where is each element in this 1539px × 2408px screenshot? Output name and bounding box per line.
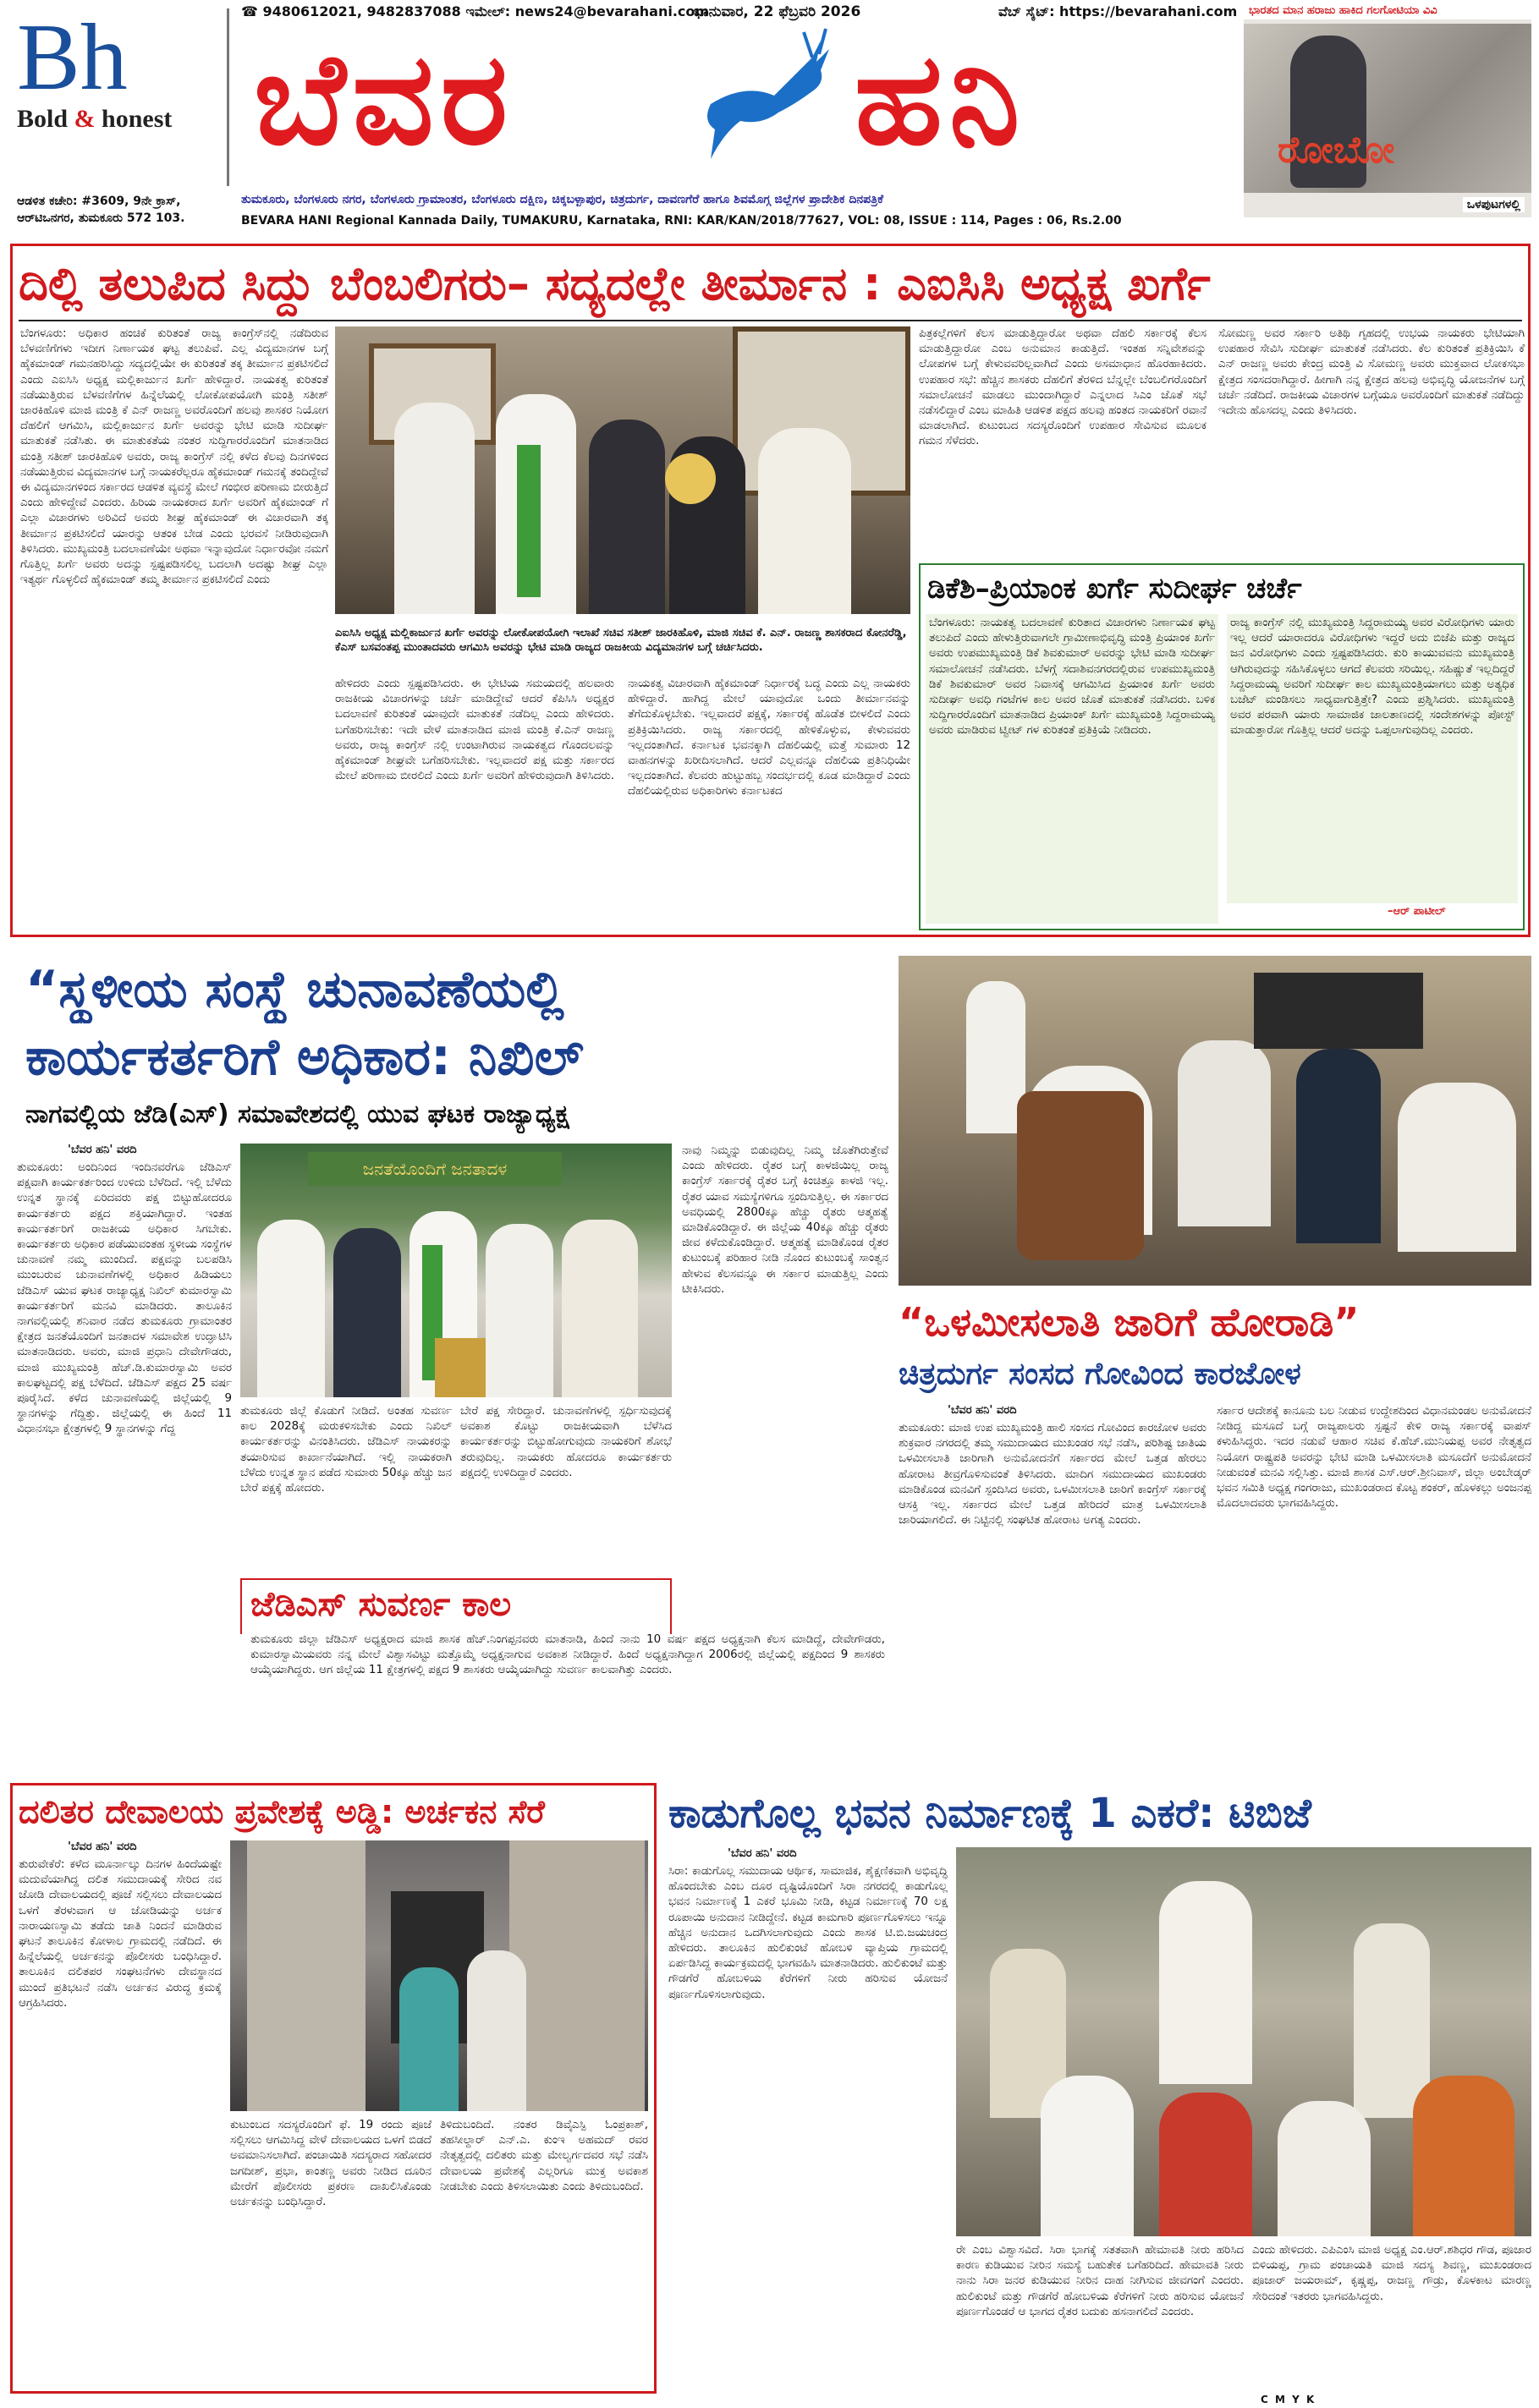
- lead-col-2: ಹೇಳಿದರು ಎಂದು ಸ್ಪಷ್ಟಪಡಿಸಿದರು. ಈ ಭೇಟಿಯ ಸಮಯದಲ್ಲಿ ಹಲವಾರು ರಾಜಕೀಯ ವಿಚಾರಗಳನ್ನು ಚರ್ಚೆ ಮಾಡಿದ್ದೇವೆ ಆದರೆ ಕೆಪಿಸಿಸಿ ಅಧ್ಯಕ್ಷರ ಬದಲಾವಣೆ ಕುರಿತಂತೆ ಯಾವುದೇ ಮಾತುಕತೆ ನಡೆದಿಲ್ಲ ಎಂದು ಹೇಳಿದರು. ಬಗೆಹರಿಸಬೇಕು: ಇದೇ ವೇಳೆ ಮಾತನಾಡಿದ ಮಾಜಿ ಮಂತ್ರಿ ಕೆ.ಎನ್ ರಾಜಣ್ಣ ಅವರು, ರಾಜ್ಯ ಕಾಂಗ್ರೆಸ್ ನಲ್ಲಿ ಉಂಟಾಗಿರುವ ನಾಯಕತ್ವದ ಗೊಂದಲವನ್ನು ಹೈಕಮಾಂಡ್ ಶೀಘ್ರವೇ ಬಗೆಹರಿಸಬೇಕು. ಇಲ್ಲವಾದರೆ ಪಕ್ಷ ಮತ್ತು ಸರ್ಕಾರದ ಮೇಲೆ ಪರಿಣಾಮ ಬೀರಲಿದೆ ಎಂದು ಖರ್ಗೆ ಅವರಿಗೆ ಹೇಳಿರುವುದಾಗಿ ತಿಳಿಸಿದರು.: [335, 677, 614, 783]
- temple-col-1: ತುರುವೇಕೆರೆ: ಕಳೆದ ಮೂರ್ನಾಲ್ಕು ದಿನಗಳ ಹಿಂದೆಯಷ್ಟೇ ಮದುವೆಯಾಗಿದ್ದ ದಲಿತ ಸಮುದಾಯಕ್ಕೆ ಸೇರಿದ ನವ ಜೋಡಿ ದೇವಾಲಯದಲ್ಲಿ ಪೂಜೆ ಸಲ್ಲಿಸಲು ದೇವಾಲಯದ ಒಳಗೆ ತೆರಳುವಾಗ ಆ ಜೋಡಿಯನ್ನು ಅರ್ಚಕ ನಾರಾಯಣಸ್ವಾಮಿ ತಡೆದು ಜಾತಿ ನಿಂದನೆ ಮಾಡಿರುವ ಘಟನೆ ತಾಲೂಕಿನ ಕೋಳಾಲ ಗ್ರಾಮದಲ್ಲಿ ನಡೆದಿದೆ. ಈ ಹಿನ್ನೆಲೆಯಲ್ಲಿ ಅರ್ಚಕನನ್ನು ಪೊಲೀಸರು ಬಂಧಿಸಿದ್ದಾರೆ. ತಾಲೂಕಿನ ದಲಿತಪರ ಸಂಘಟನೆಗಳು ದೇವಸ್ಥಾನದ ಮುಂದೆ ಪ್ರತಿಭಟನೆ ನಡೆಸಿ ಅರ್ಚಕನ ವಿರುದ್ಧ ಕ್ರಮಕ್ಕೆ ಆಗ್ರಹಿಸಿದರು.: [19, 1858, 222, 2010]
- cmyk-mark: C M Y K: [1261, 2394, 1316, 2405]
- kadugolla-headline: ಕಾಡುಗೊಲ್ಲ ಭವನ ನಿರ್ಮಾಣಕ್ಕೆ 1 ಎಕರೆ: ಟಿಬಿಜೆ: [668, 1790, 1311, 1837]
- nikhil-photo: ಜನತೆಯೊಂದಿಗೆ ಜನತಾದಳ: [240, 1144, 672, 1397]
- lead-col-4: ಪಿತ್ರಕಲ್ಲೆಗಳಿಗೆ ಕೆಲಸ ಮಾಡುತ್ತಿದ್ದಾರೋ ಅಥವಾ ದೆಹಲಿ ಸರ್ಕಾರಕ್ಕೆ ಕೆಲಸ ಮಾಡುತ್ತಿದ್ದಾರೋ ಎಂಬ ಅನುಮಾನ ಕಾಡುತ್ತಿದೆ. ಇಂತಹ ಸನ್ನಿವೇಶವನ್ನು ಲೋಪಗಳ ಬಗ್ಗೆ ಕೇಳುವವರಿಲ್ಲವಾಗಿದೆ ಎಂದು ಅಸಮಾಧಾನ ಹೊರಹಾಕಿದರು. ಉಪಹಾರ ಸಭೆ: ಹೆಚ್ಚಿನ ಶಾಸಕರು ದೆಹಲಿಗೆ ತೆರಳಿದ ಬೆನ್ನಲ್ಲೇ ಬೆಂಬಲಿಗರೊಂದಿಗೆ ಸಮಾಲೋಚನೆ ಮಾಡಲು ಮುಂದಾಗಿದ್ದಾರೆ ಎನ್ನಲಾದ ಸಿಎಂ ಜೊತೆ ಸಭೆ ನಡೆಸಲಿದ್ದಾರೆ ಎಂಬ ಮಾಹಿತಿ ಆಡಳಿತ ಪಕ್ಷದ ಹಲವು ಹಂತದ ನಾಯಕರಿಗೆ ರವಾನೆ ಮಾಡಲಾಗಿದೆ. ಕುಟುಂಬದ ಸದಸ್ಯರೊಂದಿಗೆ ಉಪಹಾರ ಸೇವಿಸುವ ಮೂಲಕ ಗಮನ ಸೆಳೆದರು.: [919, 327, 1206, 448]
- nikhil-col-3: ಬೇರೆ ಪಕ್ಷ ಸೇರಿದ್ದಾರೆ. ಚುನಾವಣೆಗಳಲ್ಲಿ ಸ್ಪರ್ಧಿಸುವುದಕ್ಕೆ ಅವಕಾಶ ಕೊಟ್ಟು ರಾಜಕೀಯವಾಗಿ ಬೆಳೆಸಿದ ಕಾರ್ಯಕರ್ತರನ್ನು ಬಿಟ್ಟುಹೋಗುವುದು ನಾಯಕರಿಗೆ ಶೋಭೆ ತರುವುದಿಲ್ಲ. ನಾಯಕರು ಹೋದರೂ ಕಾರ್ಯಕರ್ತರು ಪಕ್ಷದಲ್ಲಿ ಉಳಿದಿದ್ದಾರೆ ಎಂದರು.: [460, 1405, 672, 1479]
- karjol-photo: [899, 956, 1531, 1286]
- lead-photo: [335, 326, 910, 614]
- kadugolla-byline: 'ಬೆವರ ಹನಿ' ವರದಿ: [728, 1847, 797, 1860]
- karjol-headline: “ಒಳಮೀಸಲಾತಿ ಜಾರಿಗೆ ಹೋರಾಡಿ”: [899, 1299, 1360, 1345]
- logo: [17, 7, 220, 184]
- temple-col-3: ತಿಳಿದುಬಂದಿದೆ. ನಂತರ ಡಿವೈಎಸ್ಪಿ ಓಂಪ್ರಕಾಶ್, ತಹಸೀಲ್ದಾರ್ ಎನ್.ಎ. ಕುಂಇ ಅಹಮದ್ ರವರ ನೇತೃತ್ವದಲ್ಲಿ ದಲಿತರು ಮತ್ತು ಮೇಲ್ವರ್ಗದವರ ಸಭೆ ನಡೆಸಿ ದೇವಾಲಯ ಪ್ರವೇಶಕ್ಕೆ ಎಲ್ಲರಿಗೂ ಮುಕ್ತ ಅವಕಾಶ ನೀಡಬೇಕು ಎಂದು ತಿಳಿಸಲಾಯಿತು ಎಂದು ತಿಳಿದುಬಂದಿದೆ.: [440, 2119, 648, 2193]
- logo-letters: Bh: [17, 5, 128, 110]
- karjol-col-2: ಸರ್ಕಾರ ಆದೇಶಕ್ಕೆ ಕಾನೂನು ಬಲ ನೀಡುವ ಉದ್ದೇಶದಿಂದ ವಿಧಾನಮಂಡಲ ಅನುಮೋದನೆ ನೀಡಿದ್ದ ಮಸೂದೆ ಬಗ್ಗೆ ರಾಜ್ಯಪಾಲರು ಸ್ಪಷ್ಟನೆ ಕೇಳಿ ರಾಜ್ಯ ಸರ್ಕಾರಕ್ಕೆ ವಾಪಸ್ ಕಳುಹಿಸಿದ್ದರು. ಇದರ ನಡುವೆ ಆಹಾರ ಸಚಿವ ಕೆ.ಹೆಚ್.ಮುನಿಯಪ್ಪ ಅವರ ನೇತೃತ್ವದ ನಿಯೋಗ ರಾಷ್ಟ್ರಪತಿ ಅವರನ್ನು ಭೇಟಿ ಮಾಡಿ ಒಳಮೀಸಲಾತಿ ಮಸೂದೆಗೆ ಅನುಮೋದನೆ ನೀಡುವಂತೆ ಮನವಿ ಸಲ್ಲಿಸಿತ್ತು. ಮಾಜಿ ಶಾಸಕ ಎಸ್.ಆರ್.ಶ್ರೀನಿವಾಸ್, ಜಿಲ್ಲಾ ಅಂಬೇಡ್ಕರ್ ಭವನ ಸಮಿತಿ ಅಧ್ಯಕ್ಷ ಗಂಗರಾಜು, ಮುಖಂಡರಾದ ಕೊಟ್ಟ ಶಂಕರ್, ಹೊಳಕಲ್ಲು ಅಂಜನಪ್ಪ ಮೊದಲಾದವರು ಭಾಗವಹಿಸಿದ್ದರು.: [1217, 1405, 1531, 1511]
- jds-golden-headline: ಜೆಡಿಎಸ್ ಸುವರ್ಣ ಕಾಲ: [250, 1585, 512, 1624]
- lead-photo-caption: ಎಐಸಿಸಿ ಅಧ್ಯಕ್ಷ ಮಲ್ಲಿಕಾರ್ಜುನ ಖರ್ಗೆ ಅವರನ್ನು ಲೋಕೋಪಯೋಗಿ ಇಲಾಖೆ ಸಚಿವ ಸತೀಶ್ ಜಾರಕಿಹೊಳಿ, ಮಾಜಿ ಸಚಿವ ಕೆ. ಎನ್. ರಾಜಣ್ಣ ಶಾಸಕರಾದ ಕೋನರೆಡ್ಡಿ, ಕೆಎಸ್ ಬಸವಂತಪ್ಪ ಮುಂತಾದವರು ಆಗಮಿಸಿ ಅವರನ್ನು ಭೇಟಿ ಮಾಡಿ ರಾಜ್ಯದ ರಾಜಕೀಯ ವಿದ್ಯಮಾನಗಳ ಬಗ್ಗೆ ಚರ್ಚಿಸಿದರು.: [335, 627, 907, 654]
- nikhil-byline: 'ಬೆವರ ಹನಿ' ವರದಿ: [68, 1144, 137, 1156]
- advert-top-text: ಭಾರತದ ಮಾನ ಹರಾಜು ಹಾಕಿದ ಗಲಗೋಟಿಯಾ ವಿವಿ: [1244, 2, 1531, 19]
- nikhil-col-1: ತುಮಕೂರು: ಅಂದಿನಿಂದ ಇಂದಿನವರೆಗೂ ಜೆಡಿಎಸ್ ಪಕ್ಷವಾಗಿ ಕಾರ್ಯಕರ್ತರಿಂದ ಉಳಿದು ಬೆಳೆದಿದೆ. ಇಲ್ಲಿ ಬೆಳೆದು ಉನ್ನತ ಸ್ಥಾನಕ್ಕೆ ಏರಿದವರು ಪಕ್ಷ ಬಿಟ್ಟುಹೋದರೂ ಕಾರ್ಯಕರ್ತರು ಪಕ್ಷದ ಶಕ್ತಿಯಾಗಿದ್ದಾರೆ. ಇಂತಹ ಕಾರ್ಯಕರ್ತರಿಗೆ ರಾಜಕೀಯ ಅಧಿಕಾರ ಸಿಗಬೇಕು. ಕಾರ್ಯಕರ್ತರು ಅಧಿಕಾರ ಪಡೆಯುವಂತಹ ಸ್ಥಳೀಯ ಸಂಸ್ಥೆಗಳ ಚುನಾವಣೆ ನಮ್ಮ ಮುಂದಿದೆ. ಪಕ್ಷವನ್ನು ಬಲಪಡಿಸಿ ಮುಂಬರುವ ಚುನಾವಣೆಗಳಲ್ಲಿ ಅಧಿಕಾರ ಹಿಡಿಯಲು ಜೆಡಿಎಸ್ ಯುವ ಘಟಕ ರಾಜ್ಯಾಧ್ಯಕ್ಷ ನಿಖಿಲ್ ಕುಮಾರಸ್ವಾಮಿ ಕಾರ್ಯಕರ್ತರಿಗೆ ಮನವಿ ಮಾಡಿದರು. ತಾಲೂಕಿನ ನಾಗವಲ್ಲಿಯಲ್ಲಿ ಶನಿವಾರ ನಡೆದ ತುಮಕೂರು ಗ್ರಾಮಾಂತರ ಕ್ಷೇತ್ರದ ಜನತೆಯೊಂದಿಗೆ ಜನತಾದಳ ಸಮಾವೇಶ ಉದ್ಘಾಟಿಸಿ ಮಾತನಾಡಿದರು. ಅವರು, ಮಾಜಿ ಪ್ರಧಾನಿ ದೇವೇಗೌಡರು, ಮಾಜಿ ಮುಖ್ಯಮಂತ್ರಿ ಹೆಚ್.ಡಿ.ಕುಮಾರಸ್ವಾಮಿ ಅವರ ಕಾಲಘಟ್ಟದಲ್ಲಿ ಪಕ್ಷ ಬೆಳೆದಿದೆ. ಜೆಡಿಎಸ್ ಪಕ್ಷದ 25 ವರ್ಷ ಪೂರೈಸಿದೆ. ಕಳೆದ ಚುನಾವಣೆಯಲ್ಲಿ ಜಿಲ್ಲೆಯಲ್ಲಿ 9 ಸ್ಥಾನಗಳನ್ನು ಗೆದ್ದಿತ್ತು. ಜಿಲ್ಲೆಯಲ್ಲಿ ಈ ಹಿಂದೆ 11 ವಿಧಾನಸಭಾ ಕ್ಷೇತ್ರಗಳಲ್ಲಿ 9 ಸ್ಥಾನಗಳನ್ನು ಗೆದ್ದ: [17, 1161, 232, 1436]
- advert-bottom-text: ಒಳಪುಟಗಳಲ್ಲಿ: [1463, 197, 1525, 212]
- nikhil-col-2: ತುಮಕೂರು ಜಿಲ್ಲೆ ಕೊಡುಗೆ ನೀಡಿದೆ. ಅಂತಹ ಸುವರ್ಣ ಕಾಲ 2028ಕ್ಕೆ ಮರುಕಳಿಸಬೇಕು ಎಂದು ನಿಖಿಲ್ ಕಾರ್ಯಕರ್ತರನ್ನು ವಿನಂತಿಸಿದರು. ಜೆಡಿಎಸ್ ನಾಯಕರನ್ನು ತಯಾರಿಸುವ ಕಾರ್ಖಾನೆಯಾಗಿದೆ. ಇಲ್ಲಿ ನಾಯಕರಾಗಿ ಬೆಳೆದು ಉನ್ನತ ಸ್ಥಾನ ಪಡೆದ ಸುಮಾರು 50ಕ್ಕೂ ಹೆಚ್ಚು ಜನ ಬೇರೆ ಪಕ್ಷಕ್ಕೆ ಹೋದರು.: [240, 1405, 452, 1495]
- lead-col-5: ಸೋಮಣ್ಣ ಅವರ ಸರ್ಕಾರಿ ಅತಿಥಿ ಗೃಹದಲ್ಲಿ ಉಭಯ ನಾಯಕರು ಭೇಟಿಯಾಗಿ ಉಪಹಾರ ಸೇವಿಸಿ ಸುದೀರ್ಘ ಮಾತುಕತೆ ನಡೆಸಿದರು. ಕೆಲ ಕುರಿತಂತೆ ಪ್ರತಿಕ್ರಿಯಿಸಿ ಕೆ ಎನ್ ರಾಜಣ್ಣ ಅವರು ಕೇಂದ್ರ ಮಂತ್ರಿ ವಿ ಸೋಮಣ್ಣ ಅವರು ಮುಕ್ತವಾದ ಲೋಕಸಭಾ ಕ್ಷೇತ್ರದ ಸಂಸದರಾಗಿದ್ದಾರೆ. ಹೀಗಾಗಿ ನನ್ನ ಕ್ಷೇತ್ರದ ಹಲವು ಅಭಿವೃದ್ಧಿ ಯೋಜನೆಗಳ ಬಗ್ಗೆ ಚರ್ಚೆ ನಡೆದಿದೆ. ರಾಜಕೀಯ ವಿಚಾರಗಳ ಬಗ್ಗೆಯೂ ಅವರೊಂದಿಗೆ ಮಾತುಕತೆ ನಡೆದಿದ್ದು ಇದೇನು ಹೊಸದಲ್ಲ ಎಂದು ತಿಳಿಸಿದರು.: [1218, 327, 1525, 418]
- temple-byline: 'ಬೆವರ ಹನಿ' ವರದಿ: [68, 1840, 137, 1853]
- deer-logo-icon: [694, 24, 846, 176]
- dks-col-a: ಬೆಂಗಳೂರು: ನಾಯಕತ್ವ ಬದಲಾವಣೆ ಕುರಿತಾದ ವಿಚಾರಗಳು ನಿರ್ಣಾಯಕ ಘಟ್ಟ ತಲುಪಿದೆ ಎಂದು ಹೇಳುತ್ತಿರುವಾಗಲೇ ಗ್ರಾಮೀಣಾಭಿವೃದ್ಧಿ ಮಂತ್ರಿ ಪ್ರಿಯಾಂಕ ಖರ್ಗೆ ಅವರು ಉಪಮುಖ್ಯಮಂತ್ರಿ ಡಿಕೆ ಶಿವಕುಮಾರ್ ಅವರನ್ನು ಭೇಟಿ ಮಾಡಿ ಸುದೀರ್ಘ ಸಮಾಲೋಚನೆ ನಡೆಸಿದರು. ಬೆಳಗ್ಗೆ ಸದಾಶಿವನಗರದಲ್ಲಿರುವ ಉಪಮುಖ್ಯಮಂತ್ರಿ ಡಿಕೆ ಶಿವಕುಮಾರ್ ಅವರ ನಿವಾಸಕ್ಕೆ ಆಗಮಿಸಿದ ಪ್ರಿಯಾಂಕ ಖರ್ಗೆ ಅವರು ಸುದೀರ್ಘ ಅವಧಿ ಗಂಟೆಗಳ ಕಾಲ ಅವರ ಜೊತೆ ಮಾತುಕತೆ ನಡೆಸಿದರು. ಬಳಿಕ ಸುದ್ದಿಗಾರರೊಂದಿಗೆ ಮಾತನಾಡಿದ ಪ್ರಿಯಾಂಕ್ ಖರ್ಗೆ ಮುಖ್ಯಮಂತ್ರಿ ಸಿದ್ದರಾಮಯ್ಯ ಅವರು ಮಾಡಿರುವ ಟ್ವೀಟ್ ಗಳ ಕುರಿತಂತೆ ಪ್ರತಿಕ್ರಿಯೆ ನೀಡಿದರು.: [926, 614, 1218, 924]
- nikhil-headline-2: ಕಾರ್ಯಕರ್ತರಿಗೆ ಅಧಿಕಾರ: ನಿಖಿಲ್: [25, 1028, 584, 1087]
- logo-tagline: Bold & honest: [17, 105, 173, 133]
- registration-line: BEVARA HANI Regional Kannada Daily, TUMAKURU, Karnataka, RNI: KAR/KAN/2018/77627, VOL: 08, ISSUE : 114, Pages : 06, Rs.2.00: [241, 214, 1122, 228]
- temple-col-2: ಕುಟುಂಬದ ಸದಸ್ಯರೊಂದಿಗೆ ಫೆ. 19 ರಂದು ಪೂಜೆ ಸಲ್ಲಿಸಲು ಆಗಮಿಸಿದ್ದ ವೇಳೆ ದೇವಾಲಯದ ಒಳಗೆ ಬಿಡದೆ ಅವಮಾನಿಸಲಾಗಿದೆ. ಪಂಚಾಯಿತಿ ಸದಸ್ಯರಾದ ಸಹೋದರ ಜಗದೀಶ್, ಪ್ರಭಾ, ಕಾಂತಣ್ಣ ಅವರು ನೀಡಿದ ದೂರಿನ ಮೇರೆಗೆ ಪೊಲೀಸರು ಪ್ರಕರಣ ದಾಖಲಿಸಿಕೊಂಡು ಅರ್ಚಕನನ್ನು ಬಂಧಿಸಿದ್ದಾರೆ.: [230, 2119, 431, 2209]
- regions-line: ತುಮಕೂರು, ಬೆಂಗಳೂರು ನಗರ, ಬೆಂಗಳೂರು ಗ್ರಾಮಾಂತರ, ಬೆಂಗಳೂರು ದಕ್ಷಿಣ, ಚಿಕ್ಕಬಳ್ಳಾಪುರ, ಚಿತ್ರದುರ್ಗ, ದಾವಣಗೆರೆ ಹಾಗೂ ಶಿವಮೊಗ್ಗ ಜಿಲ್ಲೆಗಳ ಪ್ರಾದೇಶಿಕ ದಿನಪತ್ರಿಕೆ: [241, 193, 883, 206]
- kadugolla-photo: [956, 1847, 1531, 2236]
- dks-col-b: ರಾಜ್ಯ ಕಾಂಗ್ರೆಸ್ ನಲ್ಲಿ ಮುಖ್ಯಮಂತ್ರಿ ಸಿದ್ದರಾಮಯ್ಯ ಅವರ ವಿರೋಧಿಗಳು ಯಾರು ಇಲ್ಲ ಆದರೆ ಯಾರಾದರೂ ವಿರೋಧಿಗಳು ಇದ್ದರೆ ಅದು ಬಿಜೆಪಿ ಮತ್ತು ರಾಜ್ಯದ ಜನ ವಿರೋಧಿಗಳು ಎಂದು ಸ್ಪಷ್ಟಪಡಿಸಿದರು. ಕುರಿ ಕಾಯುವವನು ಮುಖ್ಯಮಂತ್ರಿ ಆಗಿರುವುದನ್ನು ಸಹಿಸಿಕೊಳ್ಳಲು ಆಗದೆ ಕೆಲವರು ಸರಿಯಿಲ್ಲ. ಸಹಿಷ್ಣುತೆ ಇಲ್ಲದಿದ್ದರೆ ಸಿದ್ದರಾಮಯ್ಯ ಅವರಿಗೆ ಸುದೀರ್ಘ ಕಾಲ ಮುಖ್ಯಮಂತ್ರಿಯಾಗಲು ಮತ್ತು ಅತ್ಯಧಿಕ ಬಜೆಟ್ ಮಂಡಿಸಲು ಸಾಧ್ಯವಾಗುತ್ತಿತ್ತೇ? ಎಂದು ಪ್ರಶ್ನಿಸಿದರು. ಮುಖ್ಯಮಂತ್ರಿ ಅವರ ಪರವಾಗಿ ಯಾರು ಸಾಮಾಜಿಕ ಜಾಲತಾಣದಲ್ಲಿ ಸಂದೇಶಗಳನ್ನು ಪೋಸ್ಟ್ ಮಾಡುತ್ತಾರೋ ಗೊತ್ತಿಲ್ಲ ಆದರೆ ಅದನ್ನು ಒಪ್ಪಲಾಗುವುದಿಲ್ಲ ಎಂದರು.: [1227, 614, 1518, 903]
- karjol-col-1: ತುಮಕೂರು: ಮಾಜಿ ಉಪ ಮುಖ್ಯಮಂತ್ರಿ ಹಾಲಿ ಸಂಸದ ಗೋವಿಂದ ಕಾರಜೋಳ ಅವರು ಶುಕ್ರವಾರ ನಗರದಲ್ಲಿ ತಮ್ಮ ಸಮುದಾಯದ ಮುಖಂಡರ ಸಭೆ ನಡೆಸಿ, ಪರಿಶಿಷ್ಟ ಜಾತಿಯ ಒಳಮೀಸಲಾತಿ ಜಾರಿಗಾಗಿ ಅನುಮೋದನೆಗೆ ಸರ್ಕಾರದ ಮೇಲೆ ಒತ್ತಡ ಹೇರಲು ಹೋರಾಟ ತೀವ್ರಗೊಳಿಸುವಂತೆ ತಿಳಿಸಿದರು. ಮಾದಿಗ ಸಮುದಾಯದ ಮುಖಂಡರು ಮಾಡಿಕೊಂಡ ಮನವಿಗೆ ಸ್ಪಂದಿಸಿದ ಅವರು, ಒಳಮೀಸಲಾತಿ ಜಾರಿಗೆ ಕಾಂಗ್ರೆಸ್ ಸರ್ಕಾರಕ್ಕೆ ಆಸಕ್ತಿ ಇಲ್ಲ. ಸರ್ಕಾರದ ಮೇಲೆ ಒತ್ತಡ ಹೇರಿದರೆ ಮಾತ್ರ ಒಳಮೀಸಲಾತಿ ಜಾರಿಯಾಗಲಿದೆ. ಈ ನಿಟ್ಟಿನಲ್ಲಿ ಸಂಘಟಿತ ಹೋರಾಟ ಅಗತ್ಯ ಎಂದರು.: [899, 1422, 1206, 1528]
- dks-byline-tag: –ಆರ್ ಪಾಟೀಲ್: [1388, 905, 1446, 918]
- advert-script-text: ರೋಬೋ: [1278, 129, 1395, 172]
- temple-photo: [230, 1840, 648, 2111]
- karjol-subhead: ಚಿತ್ರದುರ್ಗ ಸಂಸದ ಗೋವಿಂದ ಕಾರಜೋಳ: [899, 1357, 1301, 1391]
- lead-headline: ದಿಲ್ಲಿ ತಲುಪಿದ ಸಿದ್ದು ಬೆಂಬಲಿಗರು– ಸದ್ಯದಲ್ಲೇ ತೀರ್ಮಾನ : ಎಐಸಿಸಿ ಅಧ್ಯಕ್ಷ ಖರ್ಗೆ: [19, 257, 1211, 310]
- nikhil-subhead: ನಾಗವಲ್ಲಿಯ ಜೆಡಿ(ಎಸ್) ಸಮಾವೇಶದಲ್ಲಿ ಯುವ ಘಟಕ ರಾಜ್ಯಾಧ್ಯಕ್ಷ: [25, 1100, 569, 1129]
- lead-col-1: ಬೆಂಗಳೂರು: ಅಧಿಕಾರ ಹಂಚಿಕೆ ಕುರಿತಂತೆ ರಾಜ್ಯ ಕಾಂಗ್ರೆಸ್‌ನಲ್ಲಿ ನಡೆದಿರುವ ಬೆಳವಣಿಗೆಗಳು ಇದೀಗ ನಿರ್ಣಾಯಕ ಘಟ್ಟ ತಲುಪಿವೆ. ಎಲ್ಲ ವಿದ್ಯಮಾನಗಳ ಬಗ್ಗೆ ಹೈಕಮಾಂಡ್ ಗಮನಹರಿಸಿದ್ದು ಸದ್ಯದಲ್ಲಿಯೇ ಈ ಕುರಿತಂತೆ ತಕ್ಕ ತೀರ್ಮಾನ ಪ್ರಕಟಿಸಲಿದೆ ಎಂದು ಎಐಸಿಸಿ ಅಧ್ಯಕ್ಷ ಮಲ್ಲಿಕಾರ್ಜುನ ಖರ್ಗೆ ಹೇಳಿದ್ದಾರೆ. ನಾಯಕತ್ವ ಕುರಿತಂತೆ ನಡೆಯುತ್ತಿರುವ ಬೆಳವಣಿಗೆಗಳ ಹಿನ್ನೆಲೆಯಲ್ಲಿ ಲೋಕೋಪಯೋಗಿ ಮಂತ್ರಿ ಸತೀಶ್ ಜಾರಕಿಹೊಳಿ ಮಾಜಿ ಮಂತ್ರಿ ಕೆ ಎನ್ ರಾಜಣ್ಣ ಅವರೊಂದಿಗೆ ಹಲವು ಶಾಸಕರ ನಿಯೋಗ ದೆಹಲಿಗೆ ಆಗಮಿಸಿ, ಮಲ್ಲಿಕಾರ್ಜುನ ಖರ್ಗೆ ಅವರನ್ನು ಭೇಟಿ ಮಾಡಿ ಸುದೀರ್ಘ ಮಾತುಕತೆ ನಡೆಸಿತು. ಈ ಮಾತುಕತೆಯ ನಂತರ ಸುದ್ದಿಗಾರರೊಂದಿಗೆ ಮಾತನಾಡಿದ ಮಂತ್ರಿ ಸತೀಶ್ ಜಾರಕಿಹೊಳಿ ಅವರು, ರಾಜ್ಯ ಕಾಂಗ್ರೆಸ್ ನಲ್ಲಿ ಕಳೆದ ಕೆಲವು ದಿನಗಳಿಂದ ನಡೆಯುತ್ತಿರುವ ವಿದ್ಯಮಾನಗಳ ಬಗ್ಗೆ ನಾಯಕರೆಲ್ಲರೂ ಹೈಕಮಾಂಡ್ ಗಮನಕ್ಕೆ ತಂದಿದ್ದೇವೆ ಈ ವಿದ್ಯಮಾನಗಳಿಂದ ಸರ್ಕಾರದ ಆಡಳಿತ ವ್ಯವಸ್ಥೆ ಮೇಲೆ ಗಂಭೀರ ಪರಿಣಾಮ ಬೀರುತ್ತಿದೆ ಎಂದು ಹೇಳಿದ್ದೇವೆ ಎಂದರು. ಹಿರಿಯ ನಾಯಕರಾದ ಖರ್ಗೆ ಅವರಿಗೆ ಹೈಕಮಾಂಡ್ ಗೆ ಎಲ್ಲಾ ವಿಚಾರಗಳು ಅರಿವಿದೆ ಅವರು ಶೀಘ್ರ ಹೈಕಮಾಂಡ್ ಈ ವಿಚಾರವಾಗಿ ತಕ್ಕ ತೀರ್ಮಾನ ಪ್ರಕಟಿಸಲಿದೆ ಯಾರನ್ನು ಆತಂಕ ಬೇಡ ಎಂದು ಭರವಸೆ ನೀಡಿರುವುದಾಗಿ ತಿಳಿಸಿದರು. ಮುಖ್ಯಮಂತ್ರಿ ಬದಲಾವಣೆಯೇ ಅಥವಾ ಇನ್ನಾವುದೋ ನಿರ್ಧಾರವೋ ನಮಗೆ ಗೊತ್ತಿಲ್ಲ ಖರ್ಗೆ ಅವರು ಅದನ್ನು ಸ್ಪಷ್ಟಪಡಿಸಲಿಲ್ಲ ಬದಲಾಗಿ ಅದಷ್ಟು ಶೀಘ್ರ ಎಲ್ಲಾ ಇತ್ಯರ್ಥ ಗೊಳ್ಳಲಿದೆ ಹೈಕಮಾಂಡ್ ತಮ್ಮ ತೀರ್ಮಾನ ಪ್ರಕಟಿಸಲಿದೆ ಎಂದು: [20, 327, 328, 587]
- logo-divider: [227, 8, 229, 186]
- dks-headline: ಡಿಕೆಶಿ–ಪ್ರಿಯಾಂಕ ಖರ್ಗೆ ಸುದೀರ್ಘ ಚರ್ಚೆ: [927, 572, 1302, 606]
- kadugolla-col-1: ಸಿರಾ: ಕಾಡುಗೊಲ್ಲ ಸಮುದಾಯ ಆರ್ಥಿಕ, ಸಾಮಾಜಿಕ, ಶೈಕ್ಷಣಿಕವಾಗಿ ಅಭಿವೃದ್ಧಿ ಹೊಂದಬೇಕು ಎಂಬ ದೂರ ದೃಷ್ಟಿಯೊಂದಿಗೆ ಸಿರಾ ನಗರದಲ್ಲಿ ಕಾಡುಗೊಲ್ಲ ಭವನ ನಿರ್ಮಾಣಕ್ಕೆ 1 ಎಕರೆ ಭೂಮಿ ನೀಡಿ, ಕಟ್ಟಡ ನಿರ್ಮಾಣಕ್ಕೆ 70 ಲಕ್ಷ ರೂಪಾಯಿ ಅನುದಾನ ನೀಡಿದ್ದೇನೆ. ಕಟ್ಟಡ ಕಾಮಗಾರಿ ಪೂರ್ಣಗೊಳಿಸಲು ಇನ್ನೂ ಹೆಚ್ಚಿನ ಅನುದಾನ ಒದಗಿಸಲಾಗುವುದು ಎಂದು ಶಾಸಕ ಟಿ.ಬಿ.ಜಯಚಂದ್ರ ಹೇಳಿದರು. ತಾಲೂಕಿನ ಹುಲಿಕುಂಟೆ ಹೋಬಳಿ ವ್ಯಾಪ್ತಿಯ ಗ್ರಾಮದಲ್ಲಿ ಏರ್ಪಡಿಸಿದ್ದ ಕಾರ್ಯಕ್ರಮದಲ್ಲಿ ಭಾಗವಹಿಸಿ ಮಾತನಾಡಿದರು. ಹುಲಿಕುಂಟೆ ಮತ್ತು ಗೌಡಗೆರೆ ಹೋಬಳಿಯ ಕೆರೆಗಳಿಗೆ ನೀರು ಹರಿಸುವ ಯೋಜನೆ ಪೂರ್ಣಗೊಳಿಸಲಾಗುವುದು.: [668, 1865, 948, 2001]
- advert-box: [1244, 2, 1531, 217]
- temple-headline: ದಲಿತರ ದೇವಾಲಯ ಪ್ರವೇಶಕ್ಕೆ ಅಡ್ಡಿ: ಅರ್ಚಕನ ಸೆರೆ: [19, 1793, 545, 1830]
- kadugolla-col-3: ಎಂದು ಹೇಳಿದರು. ಎಪಿಎಂಸಿ ಮಾಜಿ ಅಧ್ಯಕ್ಷ ಎಂ.ಆರ್.ಶಶಿಧರ ಗೌಡ, ಪೂಜಾರ ಬಿಳಿಯಪ್ಪ, ಗ್ರಾಮ ಪಂಚಾಯತಿ ಮಾಜಿ ಸದಸ್ಯ ಶಿವಣ್ಣ, ಮುಖಂಡರಾದ ಪೂಜಾರ್ ಜಯರಾಮ್, ಕೃಷ್ಣಪ್ಪ, ರಾಜಣ್ಣ ಗೌಡ್ರು, ಕೊಳಕಾಟ ಮಾರಣ್ಣ ಸೇರಿದಂತೆ ಇತರರು ಭಾಗವಹಿಸಿದ್ದರು.: [1252, 2244, 1531, 2303]
- kadugolla-col-2: ರೇ ಎಂಬ ವಿಶ್ವಾಸವಿದೆ. ಸಿರಾ ಭಾಗಕ್ಕೆ ಸತತವಾಗಿ ಹೇಮಾವತಿ ನೀರು ಹರಿಸಿದ ಕಾರಣ ಕುಡಿಯುವ ನೀರಿನ ಸಮಸ್ಯೆ ಬಹುತೇಕ ಬಗೆಹರಿದಿದೆ. ಹೇಮಾವತಿ ನೀರು ನಾನು ಸಿರಾ ಜನರ ಕುಡಿಯುವ ನೀರಿನ ದಾಹ ನೀಗಿಸುವ ಜೀವಗಂಗೆ ಎಂದರು. ಹುಲಿಕುಂಟೆ ಮತ್ತು ಗೌಡಗೆರೆ ಹೋಬಳಿಯ ಕೆರೆಗಳಿಗೆ ನೀರು ಹರಿಸುವ ಯೋಜನೆ ಪೂರ್ಣಗೊಂಡರೆ ಆ ಭಾಗದ ರೈತರ ಬದುಕು ಹಸನಾಗಲಿದೆ ಎಂದರು.: [956, 2244, 1244, 2318]
- nikhil-headline-1: “ಸ್ಥಳೀಯ ಸಂಸ್ಥೆ ಚುನಾವಣೆಯಲ್ಲಿ: [25, 960, 564, 1019]
- contact-line: ☎ 9480612021, 9482837088 ಇಮೇಲ್: news24@bevarahani.com: [241, 3, 710, 19]
- office-address: ಆಡಳಿತ ಕಚೇರಿ: #3609, 9ನೇ ಕ್ರಾಸ್, ಆರ್‌ಟಿಒನಗರ, ತುಮಕೂರು 572 103.: [17, 195, 185, 225]
- jds-golden-body: ತುಮಕೂರು ಜಿಲ್ಲಾ ಜೆಡಿಎಸ್ ಅಧ್ಯಕ್ಷರಾದ ಮಾಜಿ ಶಾಸಕ ಹೆಚ್.ನಿಂಗಪ್ಪನವರು ಮಾತನಾಡಿ, ಹಿಂದೆ ನಾನು 10 ವರ್ಷ ಪಕ್ಷದ ಅಧ್ಯಕ್ಷನಾಗಿ ಕೆಲಸ ಮಾಡಿದ್ದೆ, ದೇವೇಗೌಡರು, ಕುಮಾರಸ್ವಾಮಿಯವರು ನನ್ನ ಮೇಲೆ ವಿಶ್ವಾಸವಿಟ್ಟು ಮತ್ತೊಮ್ಮೆ ಅಧ್ಯಕ್ಷನಾಗುವ ಅವಕಾಶ ನೀಡಿದ್ದಾರೆ. ಹಿಂದೆ ಅಧ್ಯಕ್ಷನಾಗಿದ್ದಾಗ 2006ರಲ್ಲಿ ಜಿಲ್ಲೆಯಲ್ಲಿ ಪಕ್ಷದಿಂದ 9 ಶಾಸಕರು ಆಯ್ಕೆಯಾಗಿದ್ದರು. ಆಗ ಜಿಲ್ಲೆಯ 11 ಕ್ಷೇತ್ರಗಳಲ್ಲಿ ಪಕ್ಷದ 9 ಶಾಸಕರು ಆಯ್ಕೆಯಾಗಿದ್ದು ಸುವರ್ಣ ಕಾಲವಾಗಿತ್ತು ಎಂದರು.: [250, 1633, 885, 1677]
- newspaper-title-right: ಹನಿ: [855, 26, 1027, 173]
- date-line: ಭಾನುವಾರ, 22 ಫೆಬ್ರವರಿ 2026: [694, 3, 861, 20]
- website-line: ವೆಬ್ ಸೈಟ್: https://bevarahani.com: [998, 3, 1238, 19]
- nikhil-col-4: ನಾವು ನಿಮ್ಮನ್ನು ಬಿಡುವುದಿಲ್ಲ ನಿಮ್ಮ ಜೊತೆಗಿರುತ್ತೇವೆ ಎಂದು ಹೇಳಿದರು. ರೈತರ ಬಗ್ಗೆ ಕಾಳಜಿಯಿಲ್ಲ ರಾಜ್ಯ ಕಾಂಗ್ರೆಸ್ ಸರ್ಕಾರಕ್ಕೆ ರೈತರ ಬಗ್ಗೆ ಕಿಂಚಿತ್ತೂ ಕಾಳಜಿ ಇಲ್ಲ. ರೈತರ ಯಾವ ಸಮಸ್ಯೆಗಳಿಗೂ ಸ್ಪಂದಿಸುತ್ತಿಲ್ಲ. ಈ ಸರ್ಕಾರದ ಅವಧಿಯಲ್ಲಿ 2800ಕ್ಕೂ ಹೆಚ್ಚು ರೈತರು ಆತ್ಮಹತ್ಯೆ ಮಾಡಿಕೊಂಡಿದ್ದಾರೆ. ಈ ಜಿಲ್ಲೆಯ 40ಕ್ಕೂ ಹೆಚ್ಚು ರೈತರು ಜೀವ ಕಳೆದುಕೊಂಡಿದ್ದಾರೆ. ಆತ್ಮಹತ್ಯೆ ಮಾಡಿಕೊಂಡ ರೈತರ ಕುಟುಂಬಕ್ಕೆ ಪರಿಹಾರ ನೀಡಿ ನೊಂದ ಕುಟುಂಬಕ್ಕೆ ಸಾಂತ್ವನ ಹೇಳುವ ಕೆಲಸವನ್ನೂ ಈ ಸರ್ಕಾರ ಮಾಡುತ್ತಿಲ್ಲ ಎಂದು ಟೀಕಿಸಿದರು.: [682, 1144, 888, 1296]
- newspaper-title-left: ಬೆವರ: [254, 26, 515, 173]
- lead-col-3: ನಾಯಕತ್ವ ವಿಚಾರವಾಗಿ ಹೈಕಮಾಂಡ್ ನಿರ್ಧಾರಕ್ಕೆ ಬದ್ಧ ಎಂದು ಎಲ್ಲ ನಾಯಕರು ಹೇಳಿದ್ದಾರೆ. ಹಾಗಿದ್ದ ಮೇಲೆ ಯಾವುದೋ ಒಂದು ತೀರ್ಮಾನವನ್ನು ತೆಗೆದುಕೊಳ್ಳಬೇಕು. ಇಲ್ಲವಾದರೆ ಪಕ್ಷಕ್ಕೆ, ಸರ್ಕಾರಕ್ಕೆ ಹೊಡೆತ ಬೀಳಲಿದೆ ಎಂದು ಪ್ರತಿಕ್ರಿಯಿಸಿದರು. ರಾಜ್ಯ ಸರ್ಕಾರದಲ್ಲಿ ಹೇಳಿಕೊಳ್ಳುವ, ಕೇಳುವವರು ಇಲ್ಲದಂತಾಗಿದೆ. ಕರ್ನಾಟಕ ಭವನಕ್ಕಾಗಿ ದೆಹಲಿಯಲ್ಲಿ ಮತ್ತೆ ಸುಮಾರು 12 ವಾಹನಗಳನ್ನು ಖರೀದಿಸಲಾಗಿದೆ. ಆದರೆ ಎಲ್ಲವನ್ನೂ ದೆಹಲಿಯ ಪ್ರತಿನಿಧಿಯೇ ಇಲ್ಲದಂತಾಗಿದೆ. ಕೆಲವರು ಹುಟ್ಟುಹಬ್ಬ ಸಂದರ್ಭದಲ್ಲಿ ಕೂಡ ಮಾಡಿದ್ದಾರೆ ಎಂದು ದೆಹಲಿಯಲ್ಲಿರುವ ಅಧಿಕಾರಿಗಳು ಕರ್ನಾಟಕದ: [628, 677, 910, 798]
- karjol-byline: 'ಬೆವರ ಹನಿ' ವರದಿ: [948, 1404, 1017, 1417]
- lead-headline-rule: [19, 320, 1522, 321]
